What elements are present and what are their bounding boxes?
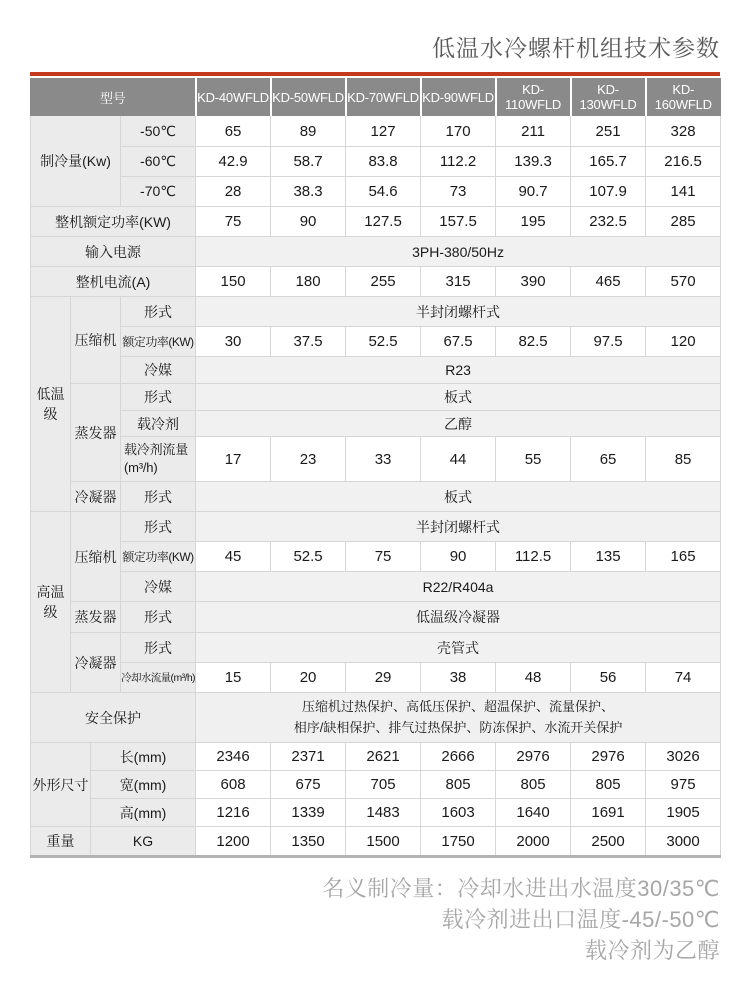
low-coolant-label: 载冷剂 — [121, 411, 196, 437]
value-cell: 328 — [646, 116, 721, 147]
value-cell: 30 — [196, 327, 271, 357]
value-cell: 2000 — [496, 827, 571, 857]
value-cell: 52.5 — [346, 327, 421, 357]
value-cell: 135 — [571, 542, 646, 572]
model-header-cell: KD-130WFLD — [571, 79, 646, 116]
value-cell: 97.5 — [571, 327, 646, 357]
value-cell: 90 — [271, 207, 346, 237]
footnote-line-3: 载冷剂为乙醇 — [584, 938, 720, 964]
high-condenser-form-label: 形式 — [121, 633, 196, 663]
value-cell: 75 — [196, 207, 271, 237]
value-cell: 2346 — [196, 743, 271, 771]
low-condenser-form-value: 板式 — [196, 482, 721, 512]
low-evaporator-form-value: 板式 — [196, 384, 721, 411]
weight-unit-label: KG — [91, 827, 196, 857]
value-cell: 150 — [196, 267, 271, 297]
model-header-cell: KD-160WFLD — [646, 79, 721, 116]
high-water-flow-label: 冷却水流量(m³/h) — [121, 663, 196, 693]
low-evaporator-form-row — [31, 384, 721, 411]
value-cell: 1483 — [346, 799, 421, 827]
value-cell: 48 — [496, 663, 571, 693]
value-cell: 1200 — [196, 827, 271, 857]
value-cell: 1339 — [271, 799, 346, 827]
low-condenser-label: 冷凝器 — [71, 482, 121, 512]
value-cell: 570 — [646, 267, 721, 297]
safety-label: 安全保护 — [31, 693, 196, 743]
low-coolant-value: 乙醇 — [196, 411, 721, 437]
rated-power-label: 整机额定功率(KW) — [31, 207, 196, 237]
high-evaporator-form-value: 低温级冷凝器 — [196, 602, 721, 633]
value-cell: 675 — [271, 771, 346, 799]
value-cell: 112.5 — [496, 542, 571, 572]
table-header-row — [31, 79, 721, 116]
value-cell: 37.5 — [271, 327, 346, 357]
value-cell: 112.2 — [421, 147, 496, 177]
value-cell: 211 — [496, 116, 571, 147]
value-cell: 315 — [421, 267, 496, 297]
value-cell: 255 — [346, 267, 421, 297]
safety-line-1: 压缩机过热保护、高低压保护、超温保护、流量保护、 — [302, 698, 615, 714]
temp-minus50-label: -50℃ — [121, 116, 196, 147]
high-compressor-label: 压缩机 — [71, 512, 121, 602]
value-cell: 805 — [496, 771, 571, 799]
value-cell: 85 — [646, 437, 721, 482]
value-cell: 120 — [646, 327, 721, 357]
weight-row — [31, 827, 721, 857]
model-header-cell: KD-50WFLD — [271, 79, 346, 116]
value-cell: 1603 — [421, 799, 496, 827]
current-label: 整机电流(A) — [31, 267, 196, 297]
temp-minus60-label: -60℃ — [121, 147, 196, 177]
value-cell: 141 — [646, 177, 721, 207]
high-compressor-power-row — [31, 542, 721, 572]
value-cell: 89 — [271, 116, 346, 147]
value-cell: 165 — [646, 542, 721, 572]
value-cell: 1500 — [346, 827, 421, 857]
value-cell: 65 — [571, 437, 646, 482]
value-cell: 1691 — [571, 799, 646, 827]
low-coolant-flow-label: 载冷剂流量(m³/h) — [121, 437, 196, 482]
safety-line-2: 相序/缺相保护、排气过热保护、防冻保护、水流开关保护 — [293, 719, 623, 735]
page-title: 低温水冷螺杆机组技术参数 — [432, 35, 720, 61]
high-evaporator-label: 蒸发器 — [71, 602, 121, 633]
value-cell: 15 — [196, 663, 271, 693]
high-compressor-form-label: 形式 — [121, 512, 196, 542]
high-evaporator-form-row — [31, 602, 721, 633]
value-cell: 390 — [496, 267, 571, 297]
high-compressor-form-row — [31, 512, 721, 542]
cooling-capacity-row-50 — [31, 116, 721, 147]
value-cell: 1750 — [421, 827, 496, 857]
value-cell: 33 — [346, 437, 421, 482]
high-condenser-form-row — [31, 633, 721, 663]
low-compressor-form-row — [31, 297, 721, 327]
value-cell: 805 — [571, 771, 646, 799]
cooling-capacity-label: 制冷量(Kw) — [31, 116, 121, 207]
value-cell: 38.3 — [271, 177, 346, 207]
value-cell: 45 — [196, 542, 271, 572]
value-cell: 42.9 — [196, 147, 271, 177]
value-cell: 2976 — [496, 743, 571, 771]
value-cell: 3026 — [646, 743, 721, 771]
weight-label: 重量 — [31, 827, 91, 857]
value-cell: 2500 — [571, 827, 646, 857]
value-cell: 73 — [421, 177, 496, 207]
value-cell: 90 — [421, 542, 496, 572]
value-cell: 44 — [421, 437, 496, 482]
high-refrigerant-value: R22/R404a — [196, 572, 721, 602]
high-stage-label: 高温级 — [31, 512, 71, 693]
value-cell: 2621 — [346, 743, 421, 771]
cooling-capacity-row-70 — [31, 177, 721, 207]
model-header-cell: KD-70WFLD — [346, 79, 421, 116]
model-column-label: 型号 — [31, 79, 196, 116]
value-cell: 23 — [271, 437, 346, 482]
value-cell: 975 — [646, 771, 721, 799]
value-cell: 75 — [346, 542, 421, 572]
low-refrigerant-value: R23 — [196, 357, 721, 384]
length-label: 长(mm) — [91, 743, 196, 771]
value-cell: 82.5 — [496, 327, 571, 357]
value-cell: 2371 — [271, 743, 346, 771]
accent-divider — [30, 72, 720, 76]
dimensions-label: 外形尺寸 — [31, 743, 91, 827]
value-cell: 465 — [571, 267, 646, 297]
value-cell: 139.3 — [496, 147, 571, 177]
high-compressor-power-label: 额定功率(KW) — [121, 542, 196, 572]
low-evaporator-form-label: 形式 — [121, 384, 196, 411]
value-cell: 52.5 — [271, 542, 346, 572]
high-refrigerant-row — [31, 572, 721, 602]
dimension-height-row — [31, 799, 721, 827]
value-cell: 2976 — [571, 743, 646, 771]
value-cell: 28 — [196, 177, 271, 207]
low-evaporator-label: 蒸发器 — [71, 384, 121, 482]
model-header-cell: KD-90WFLD — [421, 79, 496, 116]
value-cell: 127.5 — [346, 207, 421, 237]
value-cell: 170 — [421, 116, 496, 147]
value-cell: 20 — [271, 663, 346, 693]
value-cell: 251 — [571, 116, 646, 147]
footnote-line-1: 名义制冷量：冷却水进出水温度30/35℃ — [322, 876, 720, 901]
value-cell: 216.5 — [646, 147, 721, 177]
power-supply-label: 输入电源 — [31, 237, 196, 267]
value-cell: 195 — [496, 207, 571, 237]
dimension-length-row — [31, 743, 721, 771]
low-compressor-power-label: 额定功率(KW) — [121, 327, 196, 357]
model-header-cell: KD-110WFLD — [496, 79, 571, 116]
power-supply-value: 3PH-380/50Hz — [196, 237, 721, 267]
power-supply-row — [31, 237, 721, 267]
safety-row — [31, 693, 721, 743]
high-compressor-form-value: 半封闭螺杆式 — [196, 512, 721, 542]
value-cell: 157.5 — [421, 207, 496, 237]
value-cell: 90.7 — [496, 177, 571, 207]
value-cell: 83.8 — [346, 147, 421, 177]
current-row — [31, 267, 721, 297]
high-condenser-label: 冷凝器 — [71, 633, 121, 693]
low-condenser-form-label: 形式 — [121, 482, 196, 512]
value-cell: 2666 — [421, 743, 496, 771]
spec-table — [30, 78, 721, 858]
value-cell: 705 — [346, 771, 421, 799]
value-cell: 3000 — [646, 827, 721, 857]
low-compressor-form-value: 半封闭螺杆式 — [196, 297, 721, 327]
value-cell: 65 — [196, 116, 271, 147]
low-compressor-power-row — [31, 327, 721, 357]
low-condenser-form-row — [31, 482, 721, 512]
value-cell: 38 — [421, 663, 496, 693]
height-label: 高(mm) — [91, 799, 196, 827]
value-cell: 608 — [196, 771, 271, 799]
value-cell: 1640 — [496, 799, 571, 827]
high-water-flow-row — [31, 663, 721, 693]
value-cell: 1905 — [646, 799, 721, 827]
value-cell: 74 — [646, 663, 721, 693]
value-cell: 165.7 — [571, 147, 646, 177]
low-stage-label: 低温级 — [31, 297, 71, 512]
value-cell: 232.5 — [571, 207, 646, 237]
value-cell: 17 — [196, 437, 271, 482]
safety-value — [196, 693, 721, 743]
cooling-capacity-row-60 — [31, 147, 721, 177]
high-refrigerant-label: 冷媒 — [121, 572, 196, 602]
value-cell: 285 — [646, 207, 721, 237]
value-cell: 1350 — [271, 827, 346, 857]
value-cell: 54.6 — [346, 177, 421, 207]
value-cell: 67.5 — [421, 327, 496, 357]
value-cell: 107.9 — [571, 177, 646, 207]
value-cell: 56 — [571, 663, 646, 693]
value-cell: 29 — [346, 663, 421, 693]
low-refrigerant-label: 冷媒 — [121, 357, 196, 384]
high-evaporator-form-label: 形式 — [121, 602, 196, 633]
low-coolant-flow-row — [31, 437, 721, 482]
footnotes — [30, 873, 720, 967]
low-compressor-form-label: 形式 — [121, 297, 196, 327]
value-cell: 1216 — [196, 799, 271, 827]
low-coolant-row — [31, 411, 721, 437]
value-cell: 55 — [496, 437, 571, 482]
model-header-cell: KD-40WFLD — [196, 79, 271, 116]
high-condenser-form-value: 壳管式 — [196, 633, 721, 663]
footnote-line-2: 载冷剂进出口温度-45/-50℃ — [441, 907, 720, 933]
value-cell: 805 — [421, 771, 496, 799]
value-cell: 180 — [271, 267, 346, 297]
dimension-width-row — [31, 771, 721, 799]
value-cell: 58.7 — [271, 147, 346, 177]
low-compressor-label: 压缩机 — [71, 297, 121, 384]
value-cell: 127 — [346, 116, 421, 147]
low-refrigerant-row — [31, 357, 721, 384]
width-label: 宽(mm) — [91, 771, 196, 799]
rated-power-row — [31, 207, 721, 237]
temp-minus70-label: -70℃ — [121, 177, 196, 207]
